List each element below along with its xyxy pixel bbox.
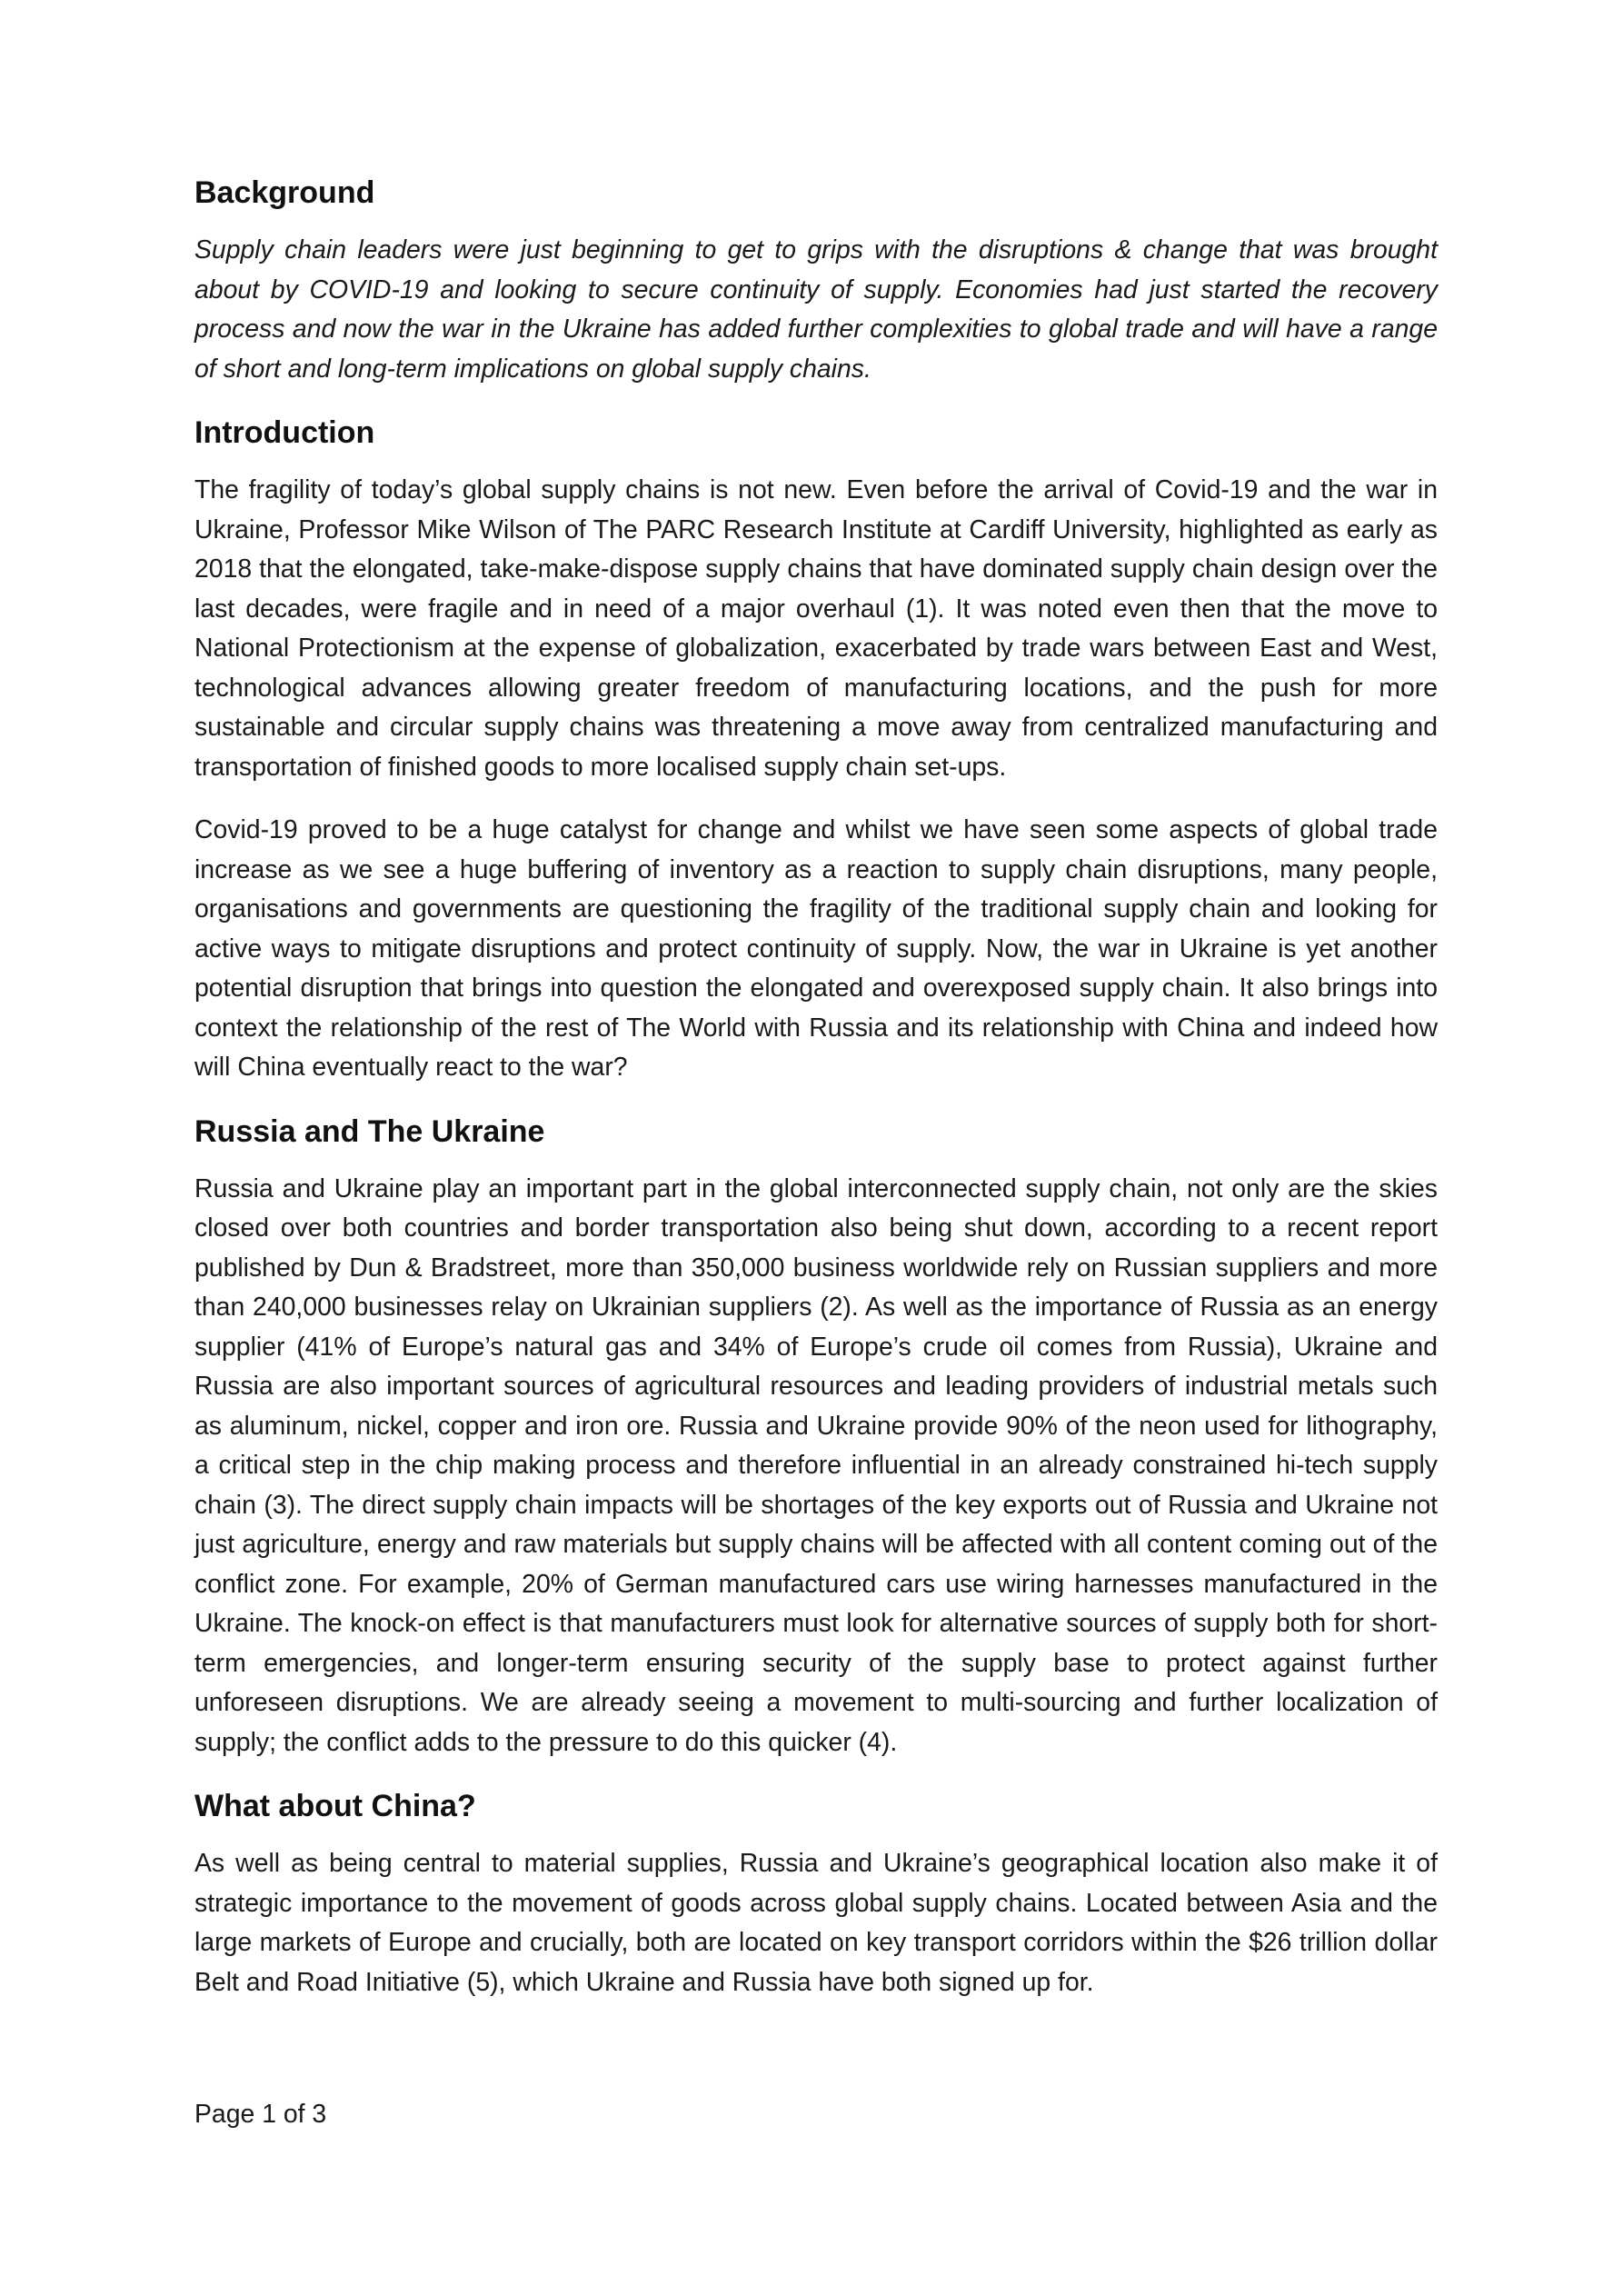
background-paragraph: Supply chain leaders were just beginning to get to grips with the disruptions & change that was brought about by COVID-19 and looking to secure continuity of supply. Economies had just started the recovery process and now the war in the Ukraine has added further complexities to global trade and will have a range of short and long-term implications on global supply chains.: [194, 235, 1438, 384]
introduction-paragraph-2: Covid-19 proved to be a huge catalyst for change and whilst we have seen some aspects of global trade increase as we see a huge buffering of inventory as a reaction to supply chain disruptions, many people, organisations and governments are questioning the fragility of the traditional supply chain and looking for active ways to mitigate disruptions and protect continuity of supply. Now, the war in Ukraine is yet another potential disruption that brings into question the elongated and overexposed supply chain. It also brings into context the relationship of the rest of The World with Russia and its relationship with China and indeed how will China eventually react to the war?: [194, 815, 1438, 1082]
introduction-paragraph-1: The fragility of today’s global supply chains is not new. Even before the arrival of Covid-19 and the war in Ukraine, Professor Mike Wilson of The PARC Research Institute at Cardiff University, highlighted as early as 2018 that the elongated, take-make-dispose supply chains that have dominated supply chain design over the last decades, were fragile and in need of a major overhaul (1). It was noted even then that the move to National Protectionism at the expense of globalization, exacerbated by trade wars between East and West, technological advances allowing greater freedom of manufacturing locations, and the push for more sustainable and circular supply chains was threatening a move away from centralized manufacturing and transportation of finished goods to more localised supply chain set-ups.: [194, 475, 1438, 782]
page-number-footer: Page 1 of 3: [194, 2100, 327, 2129]
introduction-heading: Introduction: [194, 415, 375, 450]
background-section: [194, 173, 1438, 389]
background-heading: Background: [194, 175, 375, 210]
china-section: [194, 1786, 1438, 2002]
russia-paragraph: Russia and Ukraine play an important part in the global interconnected supply chain, not only are the skies closed over both countries and border transportation also being shut down, according to a recent report published by Dun & Bradstreet, more than 350,000 business worldwide rely on Russian suppliers and more than 240,000 businesses relay on Ukrainian suppliers (2). As well as the importance of Russia as an energy supplier (41% of Europe’s natural gas and 34% of Europe’s crude oil comes from Russia), Ukraine and Russia are also important sources of agricultural resources and leading providers of industrial metals such as aluminum, nickel, copper and iron ore. Russia and Ukraine provide 90% of the neon used for lithography, a critical step in the chip making process and therefore influential in an already constrained hi-tech supply chain (3). The direct supply chain impacts will be shortages of the key exports out of Russia and Ukraine not just agriculture, energy and raw materials but supply chains will be affected with all content coming out of the conflict zone. For example, 20% of German manufactured cars use wiring harnesses manufactured in the Ukraine. The knock-on effect is that manufacturers must look for alternative sources of supply both for short-term emergencies, and longer-term ensuring security of the supply base to protect against further unforeseen disruptions. We are already seeing a movement to multi-sourcing and further localization of supply; the conflict adds to the pressure to do this quicker (4).: [194, 1173, 1438, 1757]
document-page: [194, 173, 1438, 2026]
russia-section: [194, 1112, 1438, 1763]
china-heading: What about China?: [194, 1789, 476, 1823]
russia-heading: Russia and The Ukraine: [194, 1113, 545, 1149]
introduction-section: [194, 413, 1438, 1088]
china-paragraph: As well as being central to material supplies, Russia and Ukraine’s geographical location also make it of strategic importance to the movement of goods across global supply chains. Located between Asia and the large markets of Europe and crucially, both are located on key transport corridors within the $26 trillion dollar Belt and Road Initiative (5), which Ukraine and Russia have both signed up for.: [194, 1849, 1438, 1997]
